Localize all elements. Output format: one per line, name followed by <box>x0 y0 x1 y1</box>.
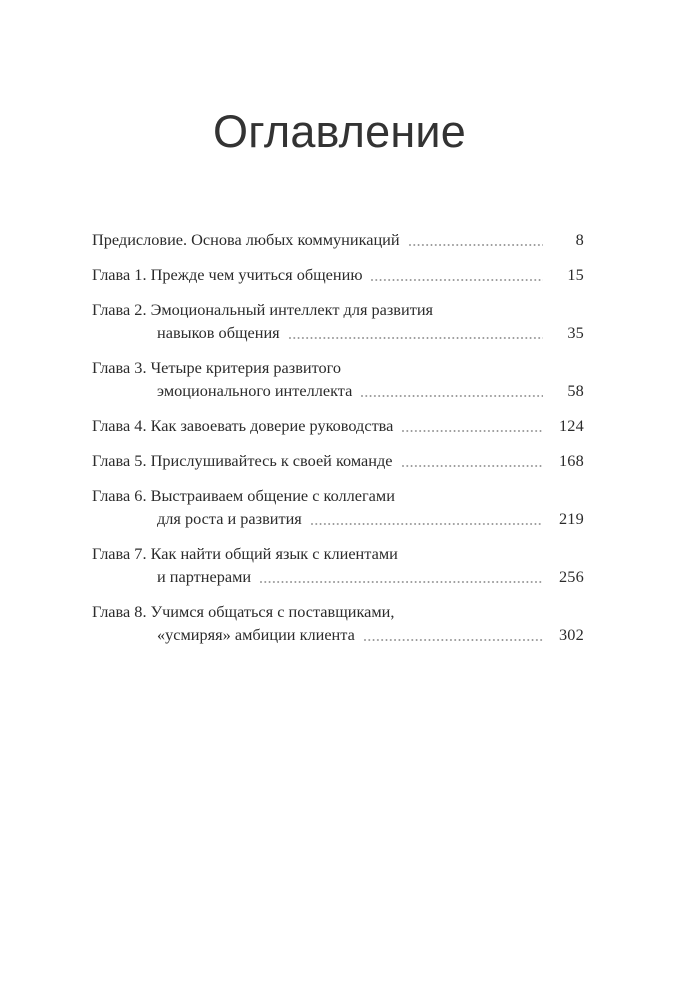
toc-entry[interactable] <box>92 484 584 530</box>
toc-entry-title: «усмиряя» амбиции клиента <box>157 625 355 644</box>
toc-entry[interactable] <box>92 542 584 588</box>
toc-dot-leader <box>371 263 543 286</box>
toc-entry-title: Глава 3. Четыре критерия развитого <box>92 358 342 377</box>
toc-page-number: 168 <box>558 451 584 470</box>
toc-entry-title: эмоционального интеллекта <box>157 381 353 400</box>
toc-page-number: 8 <box>575 230 584 249</box>
toc-entry-title: Глава 4. Как завоевать доверие руководства <box>92 416 394 435</box>
toc-entry-line <box>92 542 584 565</box>
page-title: Оглавление <box>213 106 466 157</box>
toc-entry-line <box>92 263 584 286</box>
toc-entry[interactable] <box>92 356 584 402</box>
toc-entry-title: Предисловие. Основа любых коммуникаций <box>92 230 400 249</box>
toc-entry-line <box>92 356 584 379</box>
toc-entry-continuation-line <box>92 321 584 344</box>
toc-dot-leader <box>402 414 543 437</box>
toc-entry-title: Глава 5. Прислушивайтесь к своей команде <box>92 451 393 470</box>
toc-page-number: 15 <box>567 265 584 284</box>
toc-entry-title: Глава 8. Учимся общаться с поставщиками, <box>92 602 395 621</box>
toc-page-number: 124 <box>558 416 584 435</box>
toc-entry-title: для роста и развития <box>157 509 302 528</box>
toc-entry-line <box>92 449 584 472</box>
toc-dot-leader <box>407 542 543 565</box>
toc-dot-leader <box>403 600 543 623</box>
toc-dot-leader <box>364 623 543 646</box>
toc-entry-title: навыков общения <box>157 323 280 342</box>
table-of-contents-list <box>92 228 584 646</box>
toc-dot-leader <box>289 321 543 344</box>
toc-entry-line <box>92 600 584 623</box>
toc-dot-leader <box>361 379 543 402</box>
toc-entry[interactable] <box>92 263 584 286</box>
toc-entry[interactable] <box>92 449 584 472</box>
toc-entry-continuation-line <box>92 507 584 530</box>
toc-dot-leader <box>350 356 543 379</box>
toc-entry-continuation-line <box>92 379 584 402</box>
toc-entry[interactable] <box>92 600 584 646</box>
toc-dot-leader <box>311 507 543 530</box>
toc-entry-title: Глава 2. Эмоциональный интеллект для развития <box>92 300 434 319</box>
toc-page-number: 219 <box>558 509 584 528</box>
toc-entry[interactable] <box>92 228 584 251</box>
toc-dot-leader <box>409 228 543 251</box>
toc-dot-leader <box>260 565 543 588</box>
toc-entry-line <box>92 484 584 507</box>
toc-entry[interactable] <box>92 298 584 344</box>
toc-entry[interactable] <box>92 414 584 437</box>
toc-entry-line <box>92 298 584 321</box>
toc-page-number: 58 <box>567 381 584 400</box>
toc-dot-leader <box>402 449 543 472</box>
toc-entry-line <box>92 414 584 437</box>
toc-entry-title: Глава 1. Прежде чем учиться общению <box>92 265 363 284</box>
toc-dot-leader <box>442 298 543 321</box>
toc-entry-title: Глава 6. Выстраиваем общение с коллегами <box>92 486 395 505</box>
toc-entry-title: Глава 7. Как найти общий язык с клиентами <box>92 544 398 563</box>
toc-entry-title: и партнерами <box>157 567 252 586</box>
toc-entry-continuation-line <box>92 623 584 646</box>
toc-entry-line <box>92 228 584 251</box>
toc-entry-continuation-line <box>92 565 584 588</box>
toc-page-number: 35 <box>567 323 584 342</box>
toc-dot-leader <box>404 484 543 507</box>
toc-page-number: 302 <box>558 625 584 644</box>
toc-page-number: 256 <box>558 567 584 586</box>
